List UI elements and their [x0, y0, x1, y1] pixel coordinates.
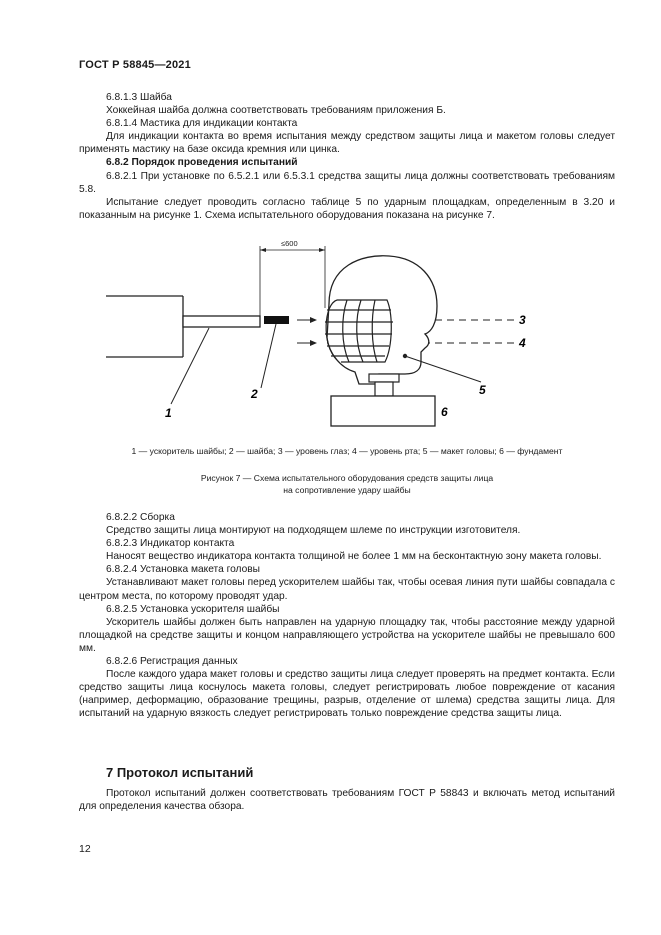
paragraph: 6.8.1.4 Мастика для индикации контакта [106, 118, 298, 130]
paragraph: 6.8.2.4 Установка макета головы [106, 564, 260, 576]
test-setup-diagram [79, 228, 615, 436]
paragraph: Устанавливают макет головы перед ускорителем шайбы так, чтобы осевая линия пути шайбы совпадала с центром места, по которому проводят удар. [79, 577, 615, 602]
figure-7-test-setup [79, 228, 615, 436]
paragraph: Испытание следует проводить согласно таблице 5 по ударным площадкам, определенным в 3.20 и показанным на рисунке 1. Схема испытательного оборудования показана на рисунке 7. [79, 196, 615, 221]
paragraph: 6.8.1.3 Шайба [106, 92, 172, 103]
figure-caption [79, 473, 615, 496]
label-2: 2 [251, 387, 258, 401]
stand-column [375, 382, 393, 396]
neck-collar [369, 374, 399, 382]
paragraph: Средство защиты лица монтируют на подходящем шлеме по инструкции изготовителя. [106, 525, 521, 537]
paragraph: Ускоритель шайбы должен быть направлен на ударную площадку так, чтобы расстояние между ударной площадкой на средстве защиты и концом направляющего устройства на ускорителе шайбы не превышало 600 мм. [79, 616, 615, 654]
document-code: ГОСТ Р 58845—2021 [79, 59, 191, 71]
label-6: 6 [441, 405, 448, 419]
caption-line: Рисунок 7 — Схема испытательного оборудования средств защиты лица [200, 473, 494, 483]
accelerator-barrel [183, 316, 260, 327]
paragraph: 6.8.2.3 Индикатор контакта [106, 538, 235, 550]
paragraph: Наносят вещество индикатора контакта толщиной не более 1 мм на бесконтактную зону макета головы. [106, 551, 602, 563]
label-4: 4 [519, 336, 526, 350]
section-text [79, 787, 615, 813]
leader-2 [261, 324, 276, 388]
paragraph: Хоккейная шайба должна соответствовать требованиям приложения Б. [106, 105, 446, 117]
text-block-top [79, 91, 615, 222]
caption-line: на сопротивление удару шайбы [283, 484, 411, 495]
label-5: 5 [479, 383, 486, 397]
foundation [331, 396, 435, 426]
leader-1 [171, 328, 209, 404]
page-number: 12 [79, 843, 91, 855]
paragraph: Протокол испытаний должен соответствовать требованиям ГОСТ Р 58843 и включать метод испытаний для определения качества обзора. [79, 788, 615, 813]
text-block-bottom [79, 511, 615, 721]
paragraph: 6.8.2.2 Сборка [106, 512, 175, 523]
paragraph: 6.8.2.5 Установка ускорителя шайбы [106, 603, 280, 615]
subsection-heading: 6.8.2 Порядок проведения испытаний [106, 157, 298, 169]
paragraph: 6.8.2.1 При установке по 6.5.2.1 или 6.5.3.1 средства защиты лица должны соответствовать требованиям 5.8. [79, 170, 615, 195]
section-heading: 7 Протокол испытаний [106, 765, 254, 780]
label-1: 1 [165, 406, 172, 420]
paragraph: Для индикации контакта во время испытания между средством защиты лица и макетом головы следует применять мастику на базе оксида кремния или цинка. [79, 131, 615, 156]
puck [264, 316, 289, 324]
label-3: 3 [519, 313, 526, 327]
dimension-label: ≤600 [281, 239, 298, 248]
figure-legend: 1 — ускоритель шайбы; 2 — шайба; 3 — уровень глаз; 4 — уровень рта; 5 — макет головы; 6 — фундамент [131, 446, 563, 456]
paragraph: После каждого удара макет головы и средство защиты лица следует проверять на предмет контакта. Если средство защиты лица коснулось макета головы, следует регистрировать любое повреждение от касания (например, деформацию, образование трещины, разрыв, отделение от шлема) средства защиты лица. Для испытаний на ударную вязкость следует регистрировать только повреждение средства защиты лица. [79, 669, 615, 720]
paragraph: 6.8.2.6 Регистрация данных [106, 656, 238, 668]
